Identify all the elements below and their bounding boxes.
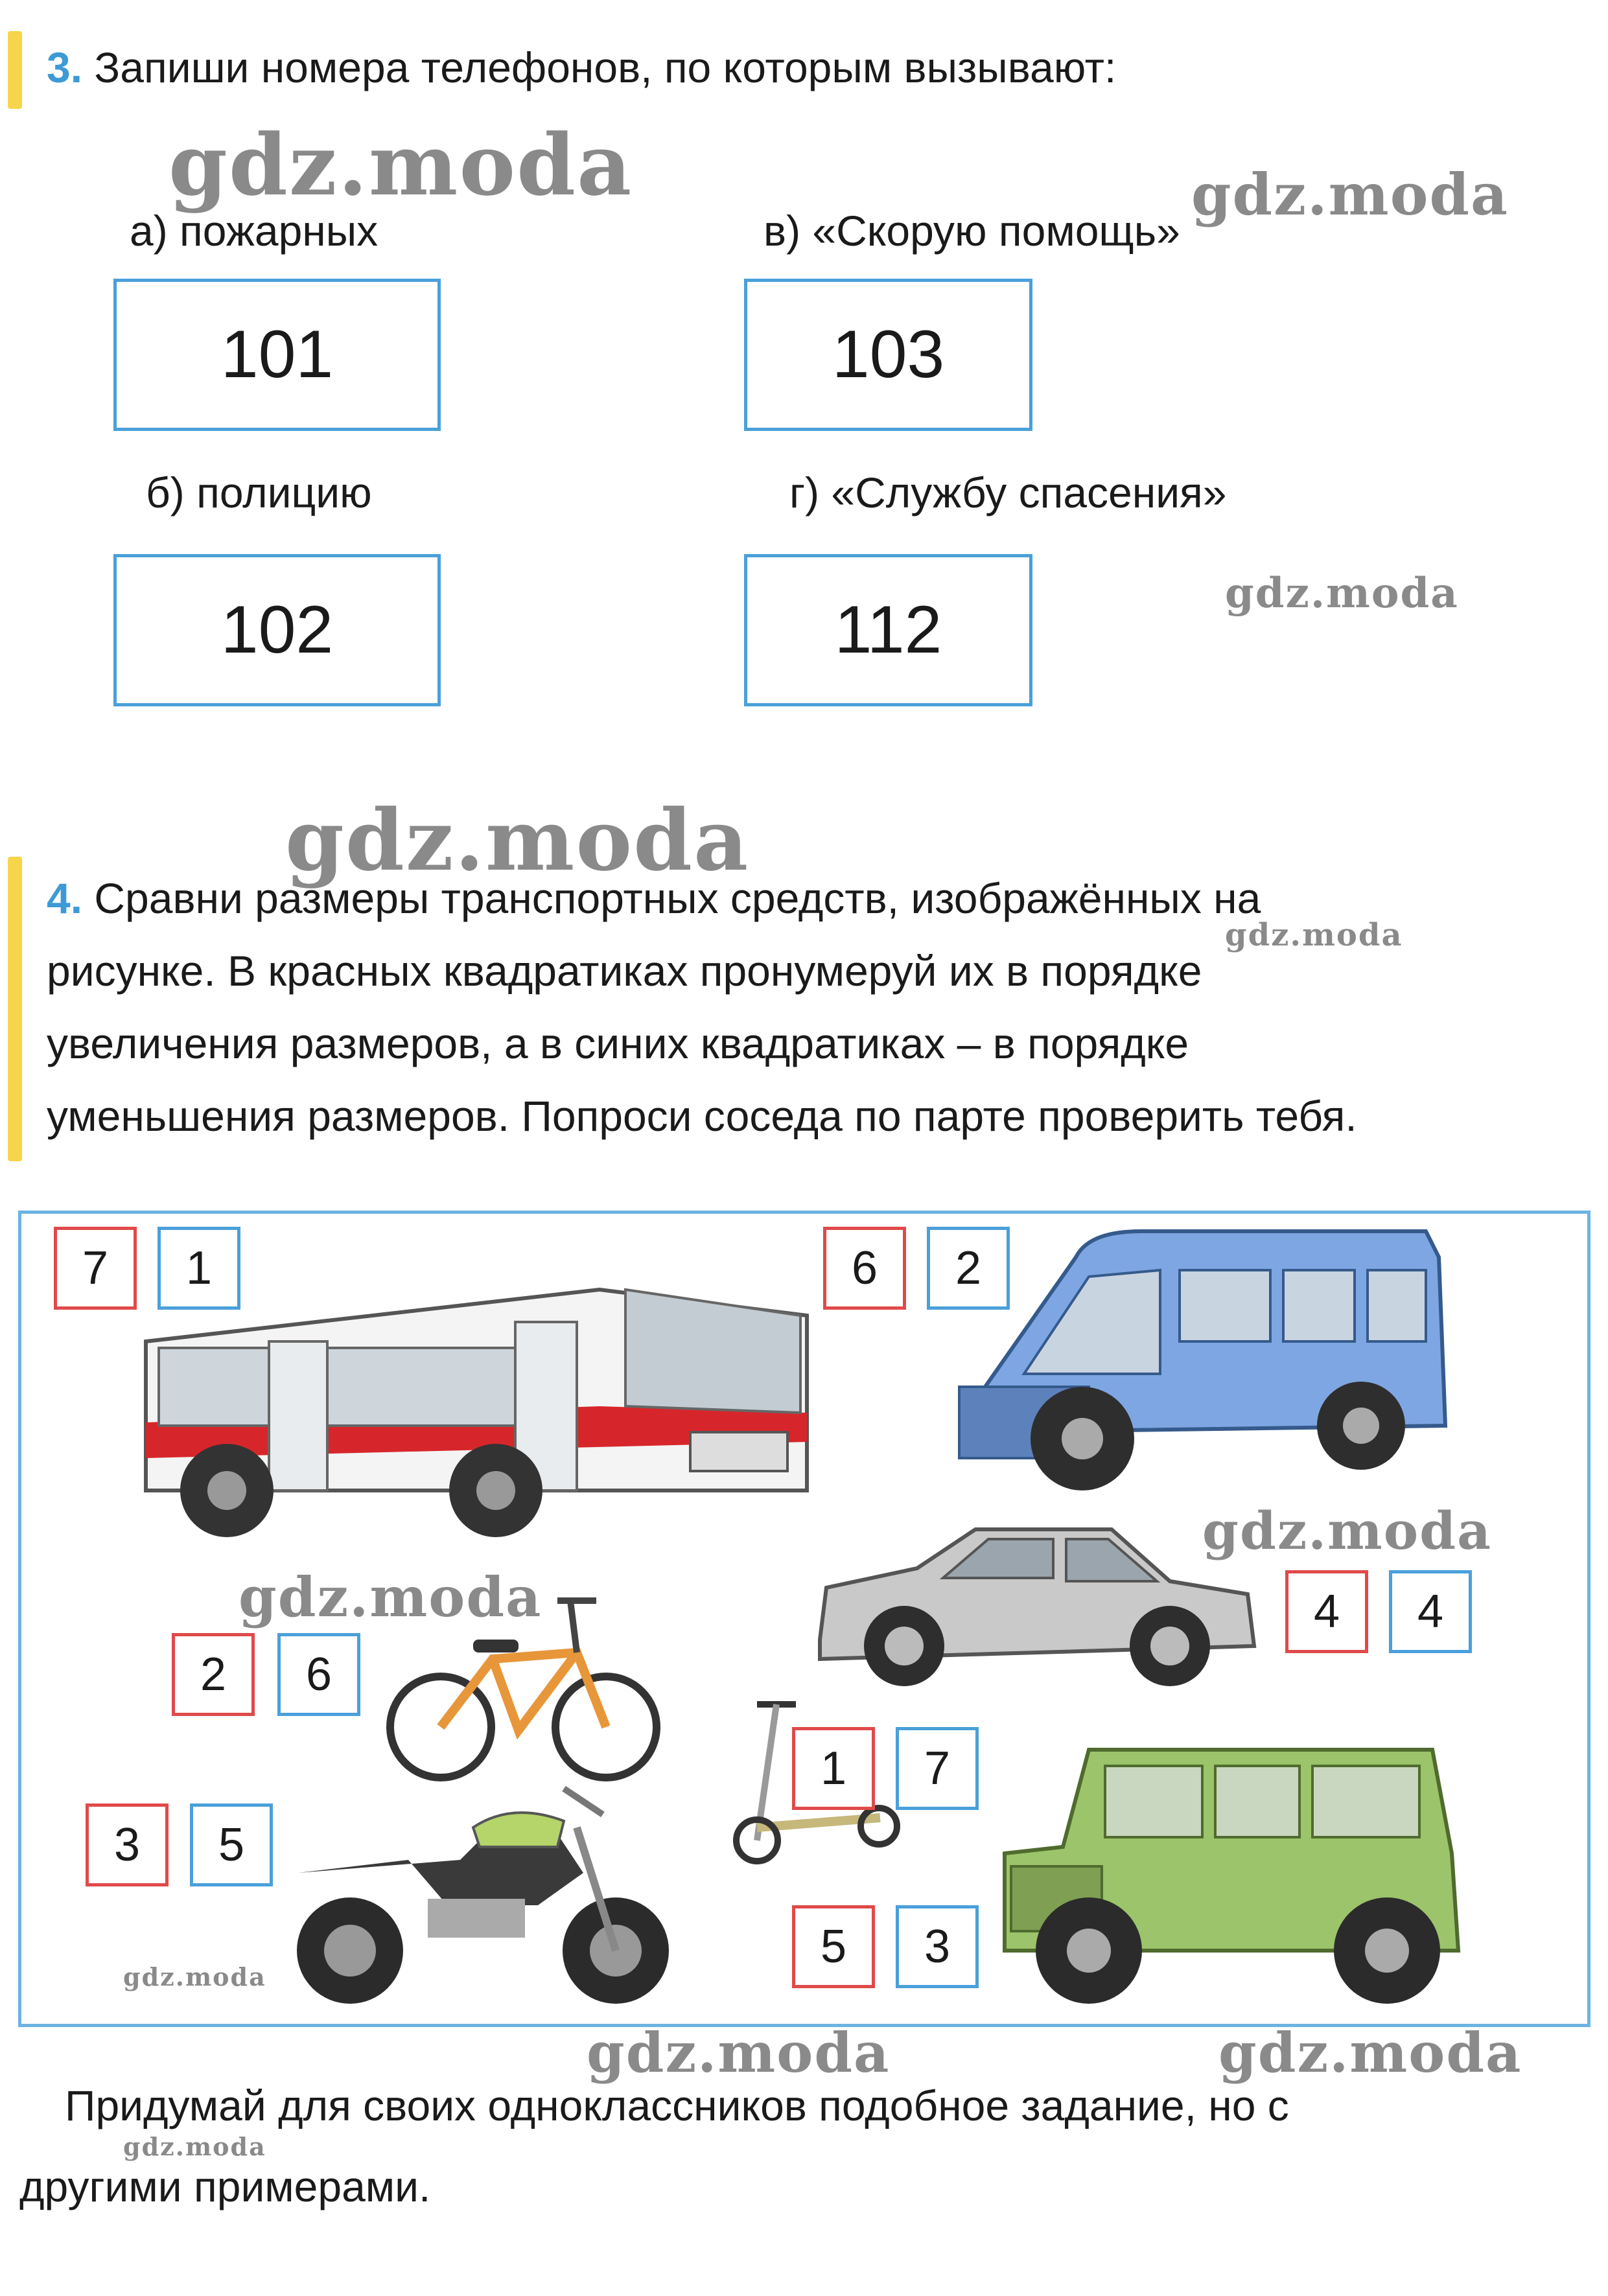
suv-icon: [992, 1737, 1471, 2009]
task3-heading: [47, 31, 1589, 104]
scooter-blue-box[interactable]: 7: [896, 1727, 979, 1810]
bicycle-red-box[interactable]: 2: [172, 1633, 255, 1716]
minibus-red-box[interactable]: 6: [823, 1227, 906, 1310]
task4-line-1: 4. Сравни размеры транспортных средств, изображённых на: [47, 874, 1261, 922]
scooter-red-box[interactable]: 1: [792, 1727, 875, 1810]
task3-label-c: в) «Скорую помощь»: [763, 207, 1180, 255]
task3-label-d: г) «Службу спасения»: [789, 469, 1227, 516]
car-blue-box[interactable]: 4: [1389, 1570, 1472, 1653]
bus-blue-box[interactable]: 1: [157, 1227, 240, 1310]
task4-line-3: увеличения размеров, а в синих квадратиках – в порядке: [47, 1019, 1189, 1067]
watermark-logo: gdz.moda: [1191, 161, 1509, 228]
task3-number: 3.: [47, 43, 83, 91]
watermark-logo: gdz.moda: [123, 2132, 266, 2161]
watermark-logo: gdz.moda: [1202, 1500, 1492, 1561]
bicycle-blue-box[interactable]: 6: [277, 1633, 360, 1716]
answer-box-c[interactable]: 103: [744, 279, 1032, 431]
closing-line-1: Придумай для своих одноклассников подобное задание, но с: [65, 2081, 1289, 2129]
minibus-blue-box[interactable]: 2: [927, 1227, 1010, 1310]
watermark-logo: gdz.moda: [169, 115, 633, 215]
task3-accent-bar: [8, 31, 22, 109]
motorcycle-blue-box[interactable]: 5: [190, 1803, 273, 1886]
task3-label-b: б) полицию: [146, 469, 372, 516]
closing-line-2: другими примерами.: [19, 2163, 431, 2210]
watermark-logo: gdz.moda: [1225, 917, 1403, 953]
watermark-logo: gdz.moda: [1218, 2021, 1522, 2085]
task4-paragraph: [47, 862, 1596, 1152]
watermark-logo: gdz.moda: [123, 1962, 266, 1991]
watermark-logo: gdz.moda: [239, 1565, 542, 1629]
minibus-icon: [946, 1218, 1458, 1523]
answer-box-b[interactable]: 102: [113, 554, 441, 706]
answer-box-d[interactable]: 112: [744, 554, 1032, 706]
task4-number: 4.: [47, 874, 83, 922]
suv-red-box[interactable]: 5: [792, 1905, 875, 1988]
motorcycle-icon: [279, 1776, 687, 2009]
watermark-logo: gdz.moda: [1225, 569, 1459, 618]
bus-red-box[interactable]: 7: [54, 1227, 137, 1310]
task3-label-a: а) пожарных: [130, 207, 379, 255]
bus-icon: [133, 1218, 820, 1568]
motorcycle-red-box[interactable]: 3: [86, 1803, 169, 1886]
task3-text: Запиши номера телефонов, по которым вызывают:: [94, 43, 1117, 91]
task4-line-2: рисунке. В красных квадратиках пронумеруй их в порядке: [47, 947, 1202, 995]
sedan-car-icon: [807, 1510, 1261, 1691]
car-red-box[interactable]: 4: [1285, 1570, 1368, 1653]
task4-line-4: уменьшения размеров. Попроси соседа по парте проверить тебя.: [47, 1092, 1357, 1140]
suv-blue-box[interactable]: 3: [896, 1905, 979, 1988]
watermark-logo: gdz.moda: [587, 2021, 891, 2085]
watermark-logo: gdz.moda: [285, 791, 750, 890]
task4-accent-bar: [8, 857, 22, 1161]
answer-box-a[interactable]: 101: [113, 279, 441, 431]
